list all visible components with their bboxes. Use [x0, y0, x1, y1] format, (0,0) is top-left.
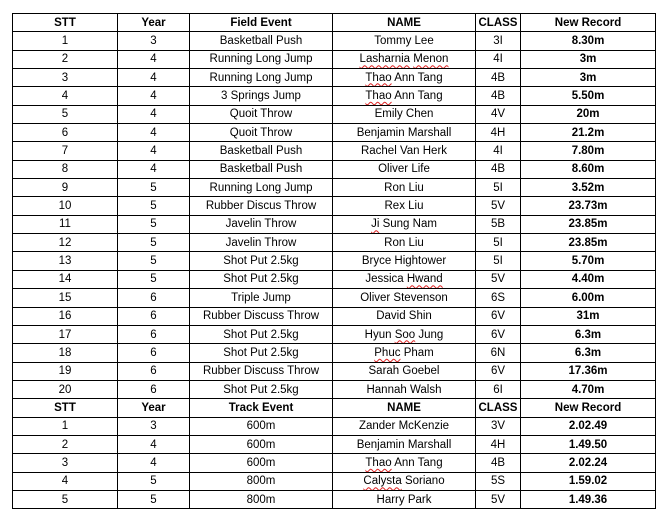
cell-stt: 20: [13, 380, 118, 398]
cell-name: Ron Liu: [333, 234, 476, 252]
cell-class: 6S: [476, 289, 521, 307]
table-row: [13, 289, 656, 307]
table-row: [13, 105, 656, 123]
cell-year: 5: [118, 252, 190, 270]
cell-event: Quoit Throw: [190, 105, 333, 123]
table-row: [13, 50, 656, 68]
cell-event: Rubber Discuss Throw: [190, 362, 333, 380]
cell-year: 6: [118, 380, 190, 398]
table-row: [13, 124, 656, 142]
cell-year: 5: [118, 472, 190, 490]
cell-class: 4I: [476, 142, 521, 160]
table-row: [13, 362, 656, 380]
cell-name: Rex Liu: [333, 197, 476, 215]
table-row: [13, 160, 656, 178]
cell-year: 4: [118, 124, 190, 142]
cell-class: 3I: [476, 32, 521, 50]
cell-name: Bryce Hightower: [333, 252, 476, 270]
cell-record: 7.80m: [521, 142, 656, 160]
cell-year: 6: [118, 362, 190, 380]
header-name: NAME: [333, 399, 476, 417]
cell-event: Shot Put 2.5kg: [190, 252, 333, 270]
table-row: [13, 380, 656, 398]
table-row: [13, 69, 656, 87]
cell-name: Jessica Hwand: [333, 270, 476, 288]
cell-stt: 16: [13, 307, 118, 325]
cell-year: 4: [118, 69, 190, 87]
cell-record: 6.3m: [521, 325, 656, 343]
cell-name: Hyun Soo Jung: [333, 325, 476, 343]
cell-record: 8.60m: [521, 160, 656, 178]
cell-event: Shot Put 2.5kg: [190, 380, 333, 398]
cell-name: Oliver Life: [333, 160, 476, 178]
cell-stt: 11: [13, 215, 118, 233]
cell-record: 8.30m: [521, 32, 656, 50]
table-row: [13, 32, 656, 50]
cell-year: 3: [118, 32, 190, 50]
table-row: [13, 344, 656, 362]
cell-name: Harry Park: [333, 490, 476, 508]
table-row: [13, 435, 656, 453]
cell-year: 5: [118, 234, 190, 252]
cell-year: 6: [118, 344, 190, 362]
cell-stt: 18: [13, 344, 118, 362]
cell-year: 5: [118, 179, 190, 197]
cell-year: 6: [118, 307, 190, 325]
cell-stt: 19: [13, 362, 118, 380]
cell-name: Ji Sung Nam: [333, 215, 476, 233]
table-row: [13, 179, 656, 197]
cell-record: 5.70m: [521, 252, 656, 270]
cell-class: 3V: [476, 417, 521, 435]
cell-record: 1.49.50: [521, 435, 656, 453]
cell-event: Basketball Push: [190, 160, 333, 178]
cell-event: Running Long Jump: [190, 69, 333, 87]
field_section-header-row: [13, 14, 656, 32]
cell-stt: 10: [13, 197, 118, 215]
cell-class: 4H: [476, 435, 521, 453]
cell-name: Thao Ann Tang: [333, 87, 476, 105]
cell-class: 4H: [476, 124, 521, 142]
cell-year: 4: [118, 50, 190, 68]
cell-event: 600m: [190, 417, 333, 435]
cell-name: Sarah Goebel: [333, 362, 476, 380]
cell-record: 6.3m: [521, 344, 656, 362]
cell-name: Calysta Soriano: [333, 472, 476, 490]
cell-name: Lasharnia Menon: [333, 50, 476, 68]
cell-stt: 13: [13, 252, 118, 270]
records-table-body: [13, 14, 656, 509]
cell-event: Basketball Push: [190, 32, 333, 50]
header-event: Field Event: [190, 14, 333, 32]
cell-stt: 5: [13, 105, 118, 123]
cell-stt: 15: [13, 289, 118, 307]
cell-record: 23.85m: [521, 215, 656, 233]
cell-name: Benjamin Marshall: [333, 124, 476, 142]
cell-class: 5I: [476, 234, 521, 252]
header-year: Year: [118, 399, 190, 417]
cell-class: 5V: [476, 197, 521, 215]
cell-year: 5: [118, 215, 190, 233]
cell-record: 20m: [521, 105, 656, 123]
table-row: [13, 325, 656, 343]
cell-class: 5V: [476, 490, 521, 508]
cell-stt: 12: [13, 234, 118, 252]
table-row: [13, 307, 656, 325]
cell-year: 4: [118, 87, 190, 105]
cell-name: Thao Ann Tang: [333, 69, 476, 87]
cell-record: 23.85m: [521, 234, 656, 252]
cell-record: 31m: [521, 307, 656, 325]
cell-event: Basketball Push: [190, 142, 333, 160]
cell-stt: 4: [13, 472, 118, 490]
cell-record: 2.02.49: [521, 417, 656, 435]
cell-class: 6N: [476, 344, 521, 362]
cell-stt: 17: [13, 325, 118, 343]
cell-class: 4B: [476, 69, 521, 87]
cell-stt: 2: [13, 435, 118, 453]
header-stt: STT: [13, 14, 118, 32]
cell-event: Rubber Discus Throw: [190, 197, 333, 215]
header-stt: STT: [13, 399, 118, 417]
cell-year: 4: [118, 142, 190, 160]
cell-name: Benjamin Marshall: [333, 435, 476, 453]
cell-stt: 3: [13, 69, 118, 87]
cell-event: 600m: [190, 435, 333, 453]
cell-class: 6V: [476, 325, 521, 343]
table-row: [13, 87, 656, 105]
cell-event: Shot Put 2.5kg: [190, 344, 333, 362]
cell-event: Javelin Throw: [190, 215, 333, 233]
cell-stt: 9: [13, 179, 118, 197]
cell-name: Oliver Stevenson: [333, 289, 476, 307]
header-event: Track Event: [190, 399, 333, 417]
header-record: New Record: [521, 14, 656, 32]
table-row: [13, 490, 656, 508]
table-row: [13, 454, 656, 472]
cell-class: 5I: [476, 179, 521, 197]
cell-class: 5I: [476, 252, 521, 270]
cell-stt: 14: [13, 270, 118, 288]
table-row: [13, 234, 656, 252]
table-row: [13, 472, 656, 490]
cell-year: 5: [118, 270, 190, 288]
cell-record: 6.00m: [521, 289, 656, 307]
cell-class: 6I: [476, 380, 521, 398]
header-year: Year: [118, 14, 190, 32]
cell-name: David Shin: [333, 307, 476, 325]
cell-year: 4: [118, 105, 190, 123]
cell-year: 4: [118, 435, 190, 453]
cell-record: 23.73m: [521, 197, 656, 215]
table-row: [13, 197, 656, 215]
cell-record: 3m: [521, 50, 656, 68]
cell-record: 4.70m: [521, 380, 656, 398]
cell-name: Ron Liu: [333, 179, 476, 197]
cell-class: 4B: [476, 160, 521, 178]
cell-stt: 1: [13, 417, 118, 435]
cell-class: 4B: [476, 87, 521, 105]
header-record: New Record: [521, 399, 656, 417]
cell-stt: 6: [13, 124, 118, 142]
cell-stt: 8: [13, 160, 118, 178]
cell-year: 4: [118, 160, 190, 178]
cell-year: 4: [118, 454, 190, 472]
cell-name: Rachel Van Herk: [333, 142, 476, 160]
cell-stt: 3: [13, 454, 118, 472]
cell-name: Zander McKenzie: [333, 417, 476, 435]
cell-name: Hannah Walsh: [333, 380, 476, 398]
cell-event: 800m: [190, 472, 333, 490]
cell-class: 5V: [476, 270, 521, 288]
table-row: [13, 252, 656, 270]
cell-year: 5: [118, 197, 190, 215]
cell-name: Phuc Pham: [333, 344, 476, 362]
cell-stt: 5: [13, 490, 118, 508]
cell-class: 6V: [476, 307, 521, 325]
cell-record: 1.59.02: [521, 472, 656, 490]
cell-event: Rubber Discuss Throw: [190, 307, 333, 325]
cell-record: 3m: [521, 69, 656, 87]
cell-class: 5B: [476, 215, 521, 233]
cell-class: 4V: [476, 105, 521, 123]
cell-record: 4.40m: [521, 270, 656, 288]
cell-year: 5: [118, 490, 190, 508]
cell-name: Emily Chen: [333, 105, 476, 123]
cell-class: 4I: [476, 50, 521, 68]
cell-event: Running Long Jump: [190, 179, 333, 197]
cell-event: Shot Put 2.5kg: [190, 270, 333, 288]
cell-year: 6: [118, 325, 190, 343]
cell-name: Thao Ann Tang: [333, 454, 476, 472]
header-class: CLASS: [476, 399, 521, 417]
cell-year: 3: [118, 417, 190, 435]
cell-event: Javelin Throw: [190, 234, 333, 252]
cell-class: 4B: [476, 454, 521, 472]
cell-record: 2.02.24: [521, 454, 656, 472]
header-class: CLASS: [476, 14, 521, 32]
cell-stt: 1: [13, 32, 118, 50]
cell-event: Triple Jump: [190, 289, 333, 307]
track_section-header-row: [13, 399, 656, 417]
table-row: [13, 142, 656, 160]
cell-event: 3 Springs Jump: [190, 87, 333, 105]
cell-class: 6V: [476, 362, 521, 380]
cell-record: 1.49.36: [521, 490, 656, 508]
cell-year: 6: [118, 289, 190, 307]
cell-record: 5.50m: [521, 87, 656, 105]
table-row: [13, 215, 656, 233]
cell-event: Quoit Throw: [190, 124, 333, 142]
cell-event: Shot Put 2.5kg: [190, 325, 333, 343]
table-row: [13, 270, 656, 288]
cell-event: Running Long Jump: [190, 50, 333, 68]
table-row: [13, 417, 656, 435]
cell-event: 800m: [190, 490, 333, 508]
cell-record: 21.2m: [521, 124, 656, 142]
header-name: NAME: [333, 14, 476, 32]
cell-stt: 4: [13, 87, 118, 105]
cell-stt: 7: [13, 142, 118, 160]
cell-record: 3.52m: [521, 179, 656, 197]
records-table: [12, 13, 656, 509]
cell-event: 600m: [190, 454, 333, 472]
cell-class: 5S: [476, 472, 521, 490]
cell-record: 17.36m: [521, 362, 656, 380]
cell-stt: 2: [13, 50, 118, 68]
cell-name: Tommy Lee: [333, 32, 476, 50]
